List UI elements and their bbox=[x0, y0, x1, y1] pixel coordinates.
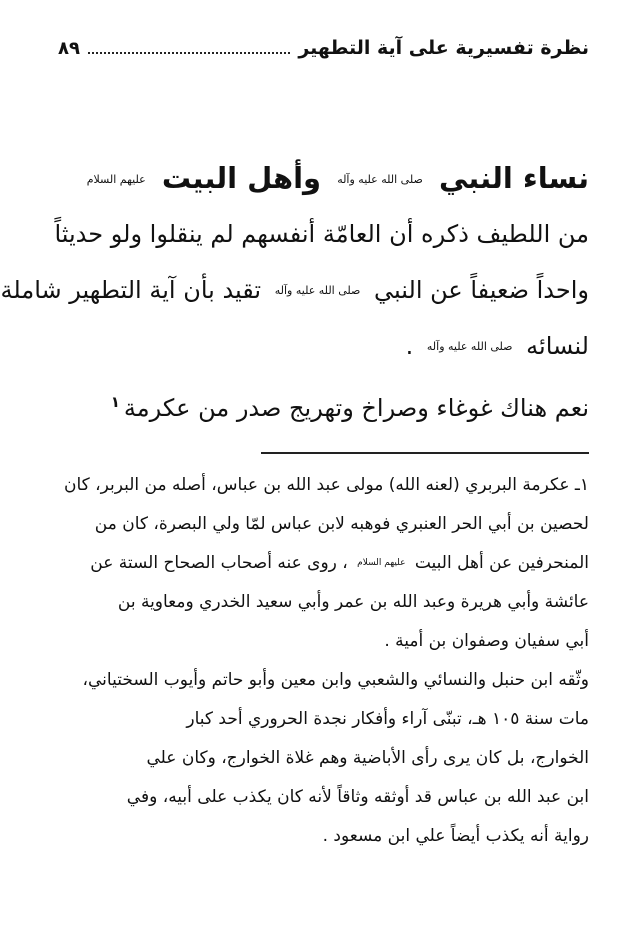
honorific-prophet-icon: صلى الله عليه وآله bbox=[426, 340, 513, 353]
footnote-line-3 bbox=[44, 544, 589, 583]
footnote-line-8: الخوارج، بل كان يرى رأى الأباضية وهم غلاة الخوارج، وكان علي bbox=[146, 748, 589, 768]
section-title-part2: وأهل البيت bbox=[161, 161, 322, 195]
body-line-3 bbox=[44, 318, 589, 374]
footnote-line-7: مات سنة ١٠٥ هـ، تبنّى آراء وأفكار نجدة الحروري أحد كبار bbox=[186, 709, 589, 729]
footnote-separator bbox=[261, 452, 589, 454]
footnote-line-1: ١ـ عكرمة البربري (لعنه الله) مولى عبد الله بن عباس، أصله من البربر، كان bbox=[63, 475, 589, 495]
footnote-line-3-a: المنحرفين عن أهل البيت bbox=[414, 553, 589, 573]
footnote-reference[interactable]: ١ bbox=[110, 393, 120, 411]
footnote-line-3-b: ، روى عنه أصحاب الصحاح الستة عن bbox=[90, 553, 348, 573]
running-header bbox=[58, 30, 589, 66]
body-line-3-a: لنسائه bbox=[526, 332, 589, 360]
section-title bbox=[52, 150, 589, 206]
footnote-line-2: لحصين بن أبي الحر العنبري فوهبه لابن عباس لمّا ولي البصرة، كان من bbox=[94, 514, 589, 534]
honorific-family-icon: عليهم السلام bbox=[86, 173, 146, 186]
page-number: ٨٩ bbox=[58, 37, 80, 59]
footnote-line-4: عائشة وأبي هريرة وعبد الله بن عمر وأبي سعيد الخدري ومعاوية بن bbox=[117, 592, 589, 612]
honorific-prophet-icon: صلى الله عليه وآله bbox=[274, 284, 361, 297]
section-title-part1: نساء النبي bbox=[438, 161, 589, 195]
footnote-line-10: رواية أنه يكذب أيضاً علي ابن مسعود . bbox=[322, 826, 589, 846]
body-line-2-a: واحداً ضعيفاً عن النبي bbox=[374, 276, 589, 304]
running-title: نظرة تفسيرية على آية التطهير bbox=[298, 37, 589, 59]
footnote-line-9: ابن عبد الله بن عباس قد أوثقه وثاقاً لأنه كان يكذب على أبيه، وفي bbox=[126, 787, 589, 807]
body-line-4-text: نعم هناك غوغاء وصراخ وتهريج صدر من عكرمة bbox=[123, 394, 589, 422]
footnote-line-5: أبي سفيان وصفوان بن أمية . bbox=[384, 631, 589, 651]
body-line-2 bbox=[0, 262, 589, 318]
body-line-2-b: تقيد بأن آية التطهير شاملة bbox=[0, 276, 262, 304]
main-text bbox=[0, 206, 589, 436]
footnote-line-6: وثّقه ابن حنبل والنسائي والشعبي وابن معين وأبو حاتم وأيوب السختياني، bbox=[82, 670, 589, 690]
honorific-prophet-icon: صلى الله عليه وآله bbox=[337, 173, 423, 186]
footnotes bbox=[44, 466, 589, 856]
honorific-family-icon: عليهم السلام bbox=[357, 558, 406, 568]
body-line-1: من اللطيف ذكره أن العامّة أنفسهم لم ينقلوا ولو حديثاً bbox=[54, 220, 589, 248]
body-line-3-b: . bbox=[405, 332, 414, 360]
body-line-4 bbox=[44, 374, 589, 436]
dotted-leader bbox=[88, 52, 290, 54]
